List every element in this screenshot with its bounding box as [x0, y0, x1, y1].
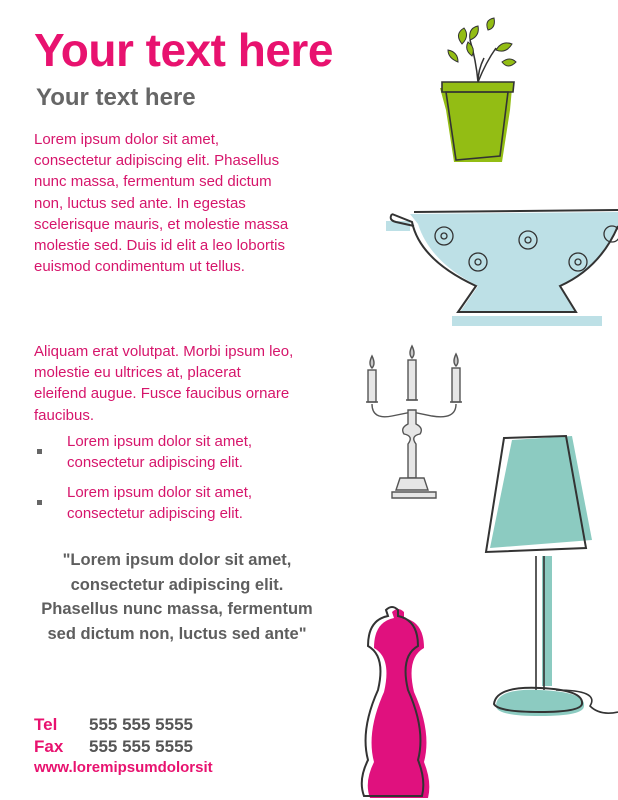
- bullet-text: Lorem ipsum dolor sit amet, consectetur adipiscing elit.: [67, 433, 253, 471]
- pull-quote: "Lorem ipsum dolor sit amet, consectetur adipiscing elit. Phasellus nunc massa, fermentum sed dictum non, luctus sed ante": [41, 551, 313, 643]
- body-paragraph-1: Lorem ipsum dolor sit amet, consectetur adipiscing elit. Phasellus nunc massa, fermentum sed dictum non, luctus sed ante. In egestas scelerisque mauris, et molestie massa molestie sed. Duis id elit a leo lobortis euismod condimentum ut tellus.: [34, 131, 289, 276]
- website-link[interactable]: www.loremipsumdolorsit: [34, 759, 213, 776]
- headline: Your text here: [34, 24, 333, 76]
- flower-pot-icon: [440, 18, 516, 162]
- fax-label: Fax: [34, 737, 64, 756]
- fax-number: 555 555 5555: [89, 737, 193, 756]
- tel-number: 555 555 5555: [89, 715, 193, 734]
- pepper-mill-icon: [362, 607, 430, 798]
- tel-label: Tel: [34, 715, 58, 734]
- subheadline: Your text here: [36, 84, 196, 111]
- colander-icon: [386, 210, 618, 326]
- bullet-text: Lorem ipsum dolor sit amet, consectetur adipiscing elit.: [67, 484, 253, 522]
- table-lamp-icon: [486, 436, 618, 716]
- candelabra-icon: [366, 346, 462, 498]
- body-paragraph-2: Aliquam erat volutpat. Morbi ipsum leo, molestie eu ultrices at, placerat eleifend augue. Fusce faucibus ornare faucibus.: [34, 343, 294, 424]
